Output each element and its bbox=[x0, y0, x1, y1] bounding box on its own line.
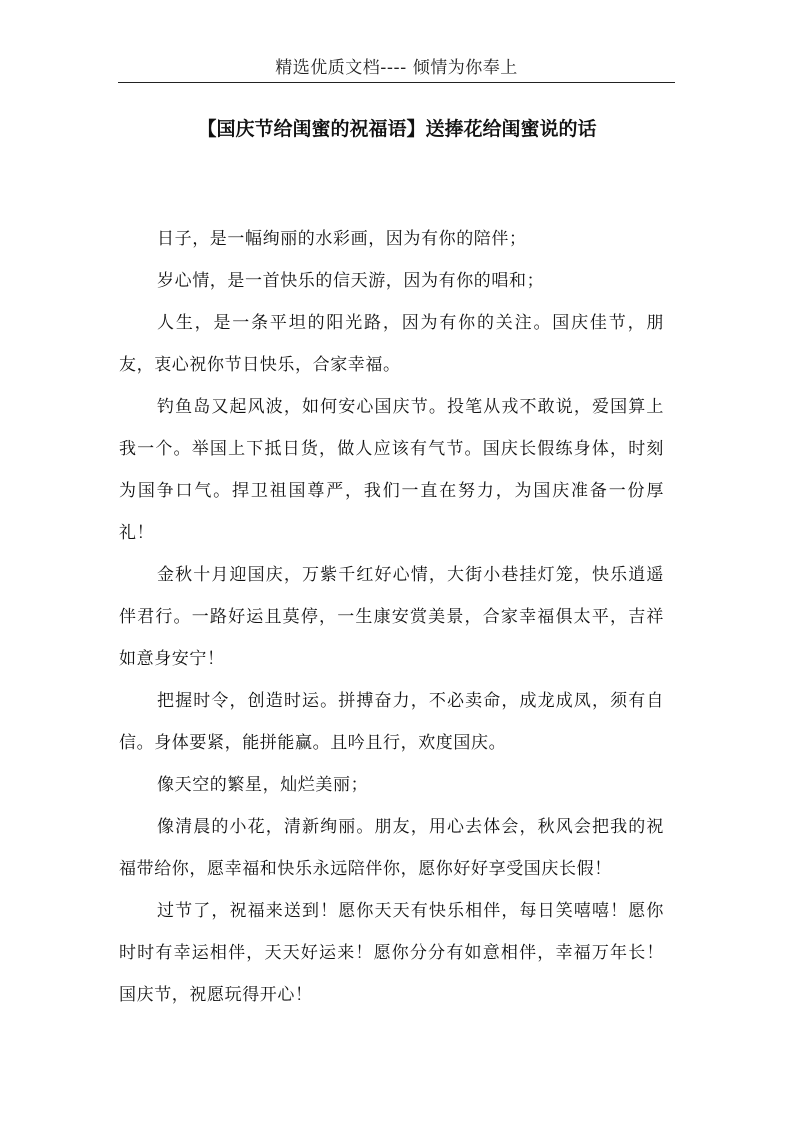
paragraph-5: 金秋十月迎国庆，万紫千红好心情，大街小巷挂灯笼，快乐逍遥伴君行。一路好运且莫停，一生康安赏美景，合家幸福俱太平，吉祥如意身安宁！ bbox=[119, 565, 664, 669]
paragraph-8: 像清晨的小花，清新绚丽。朋友，用心去体会，秋风会把我的祝福带给你，愿幸福和快乐永远陪伴你，愿你好好享受国庆长假！ bbox=[119, 817, 664, 879]
paragraph-3: 人生，是一条平坦的阳光路，因为有你的关注。国庆佳节，朋友，衷心祝你节日快乐，合家幸福。 bbox=[119, 313, 664, 375]
paragraph-4: 钓鱼岛又起风波，如何安心国庆节。投笔从戎不敢说，爱国算上我一个。举国上下抵日货，做人应该有气节。国庆长假练身体，时刻为国争口气。捍卫祖国尊严，我们一直在努力，为国庆准备一份厚礼！ bbox=[119, 397, 664, 543]
paragraph-7: 像天空的繁星，灿烂美丽； bbox=[157, 775, 369, 795]
header-text: 精选优质文档---- 倾情为你奉上 bbox=[275, 58, 518, 78]
paragraph-1: 日子，是一幅绚丽的水彩画，因为有你的陪伴； bbox=[157, 229, 527, 249]
document-title: 【国庆节给闺蜜的祝福语】送捧花给闺蜜说的话 bbox=[197, 118, 597, 140]
paragraph-6: 把握时令，创造时运。拼搏奋力，不必卖命，成龙成凤，须有自信。身体要紧，能拼能赢。且吟且行，欢度国庆。 bbox=[119, 691, 664, 753]
page-header bbox=[118, 56, 675, 83]
document-body bbox=[119, 218, 664, 1016]
paragraph-2: 岁心情，是一首快乐的信天游，因为有你的唱和； bbox=[157, 271, 545, 291]
paragraph-9: 过节了，祝福来送到！愿你天天有快乐相伴，每日笑嘻嘻！愿你时时有幸运相伴，天天好运来！愿你分分有如意相伴，幸福万年长！国庆节，祝愿玩得开心！ bbox=[119, 901, 664, 1005]
